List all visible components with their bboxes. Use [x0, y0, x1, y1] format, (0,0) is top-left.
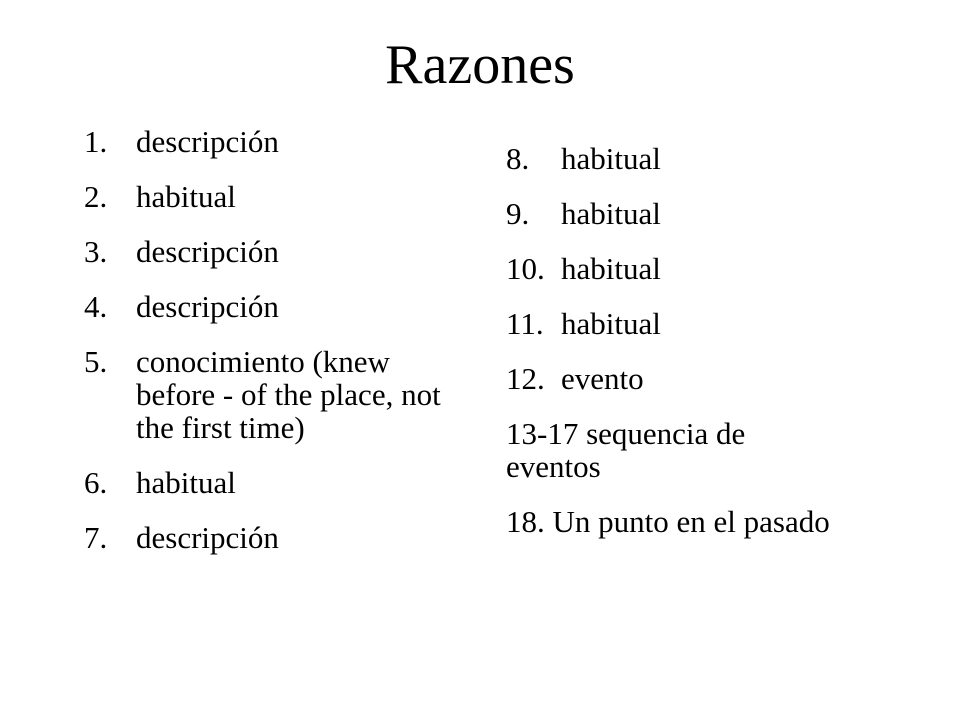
list-item — [84, 521, 464, 554]
list-item — [506, 197, 836, 230]
list-item — [84, 345, 464, 444]
item-text: 18. Un punto en el pasado — [506, 504, 830, 539]
item-text: habitual — [561, 251, 661, 286]
list-item — [84, 180, 464, 213]
item-number: 11. — [506, 306, 544, 341]
item-number: 8. — [506, 141, 530, 176]
item-text: descripción — [136, 234, 279, 269]
list-item-point — [506, 505, 836, 538]
item-text: descripción — [136, 124, 279, 159]
item-number: 3. — [84, 234, 108, 269]
item-text: conocimiento (knew before - of the place, not the first time) — [136, 344, 441, 445]
list-item — [84, 290, 464, 323]
list-item — [84, 125, 464, 158]
item-number: 7. — [84, 520, 108, 555]
item-text: habitual — [136, 179, 236, 214]
item-text: habitual — [136, 465, 236, 500]
right-list — [506, 142, 836, 560]
item-number: 4. — [84, 289, 108, 324]
item-number: 9. — [506, 196, 530, 231]
item-number: 6. — [84, 465, 108, 500]
item-number: 10. — [506, 251, 545, 286]
list-item — [506, 142, 836, 175]
item-text: 13-17 sequencia de eventos — [506, 416, 746, 484]
list-item — [84, 235, 464, 268]
item-text: habitual — [561, 306, 661, 341]
item-text: habitual — [561, 196, 661, 231]
list-item — [506, 252, 836, 285]
left-list — [84, 125, 464, 576]
item-number: 5. — [84, 344, 108, 379]
slide-title: Razones — [385, 34, 575, 96]
item-text: evento — [561, 361, 644, 396]
list-item — [84, 466, 464, 499]
item-text: descripción — [136, 520, 279, 555]
list-item — [506, 362, 836, 395]
item-number: 2. — [84, 179, 108, 214]
item-text: habitual — [561, 141, 661, 176]
item-number: 1. — [84, 124, 108, 159]
item-number: 12. — [506, 361, 545, 396]
item-text: descripción — [136, 289, 279, 324]
list-item-range — [506, 417, 836, 483]
list-item — [506, 307, 836, 340]
